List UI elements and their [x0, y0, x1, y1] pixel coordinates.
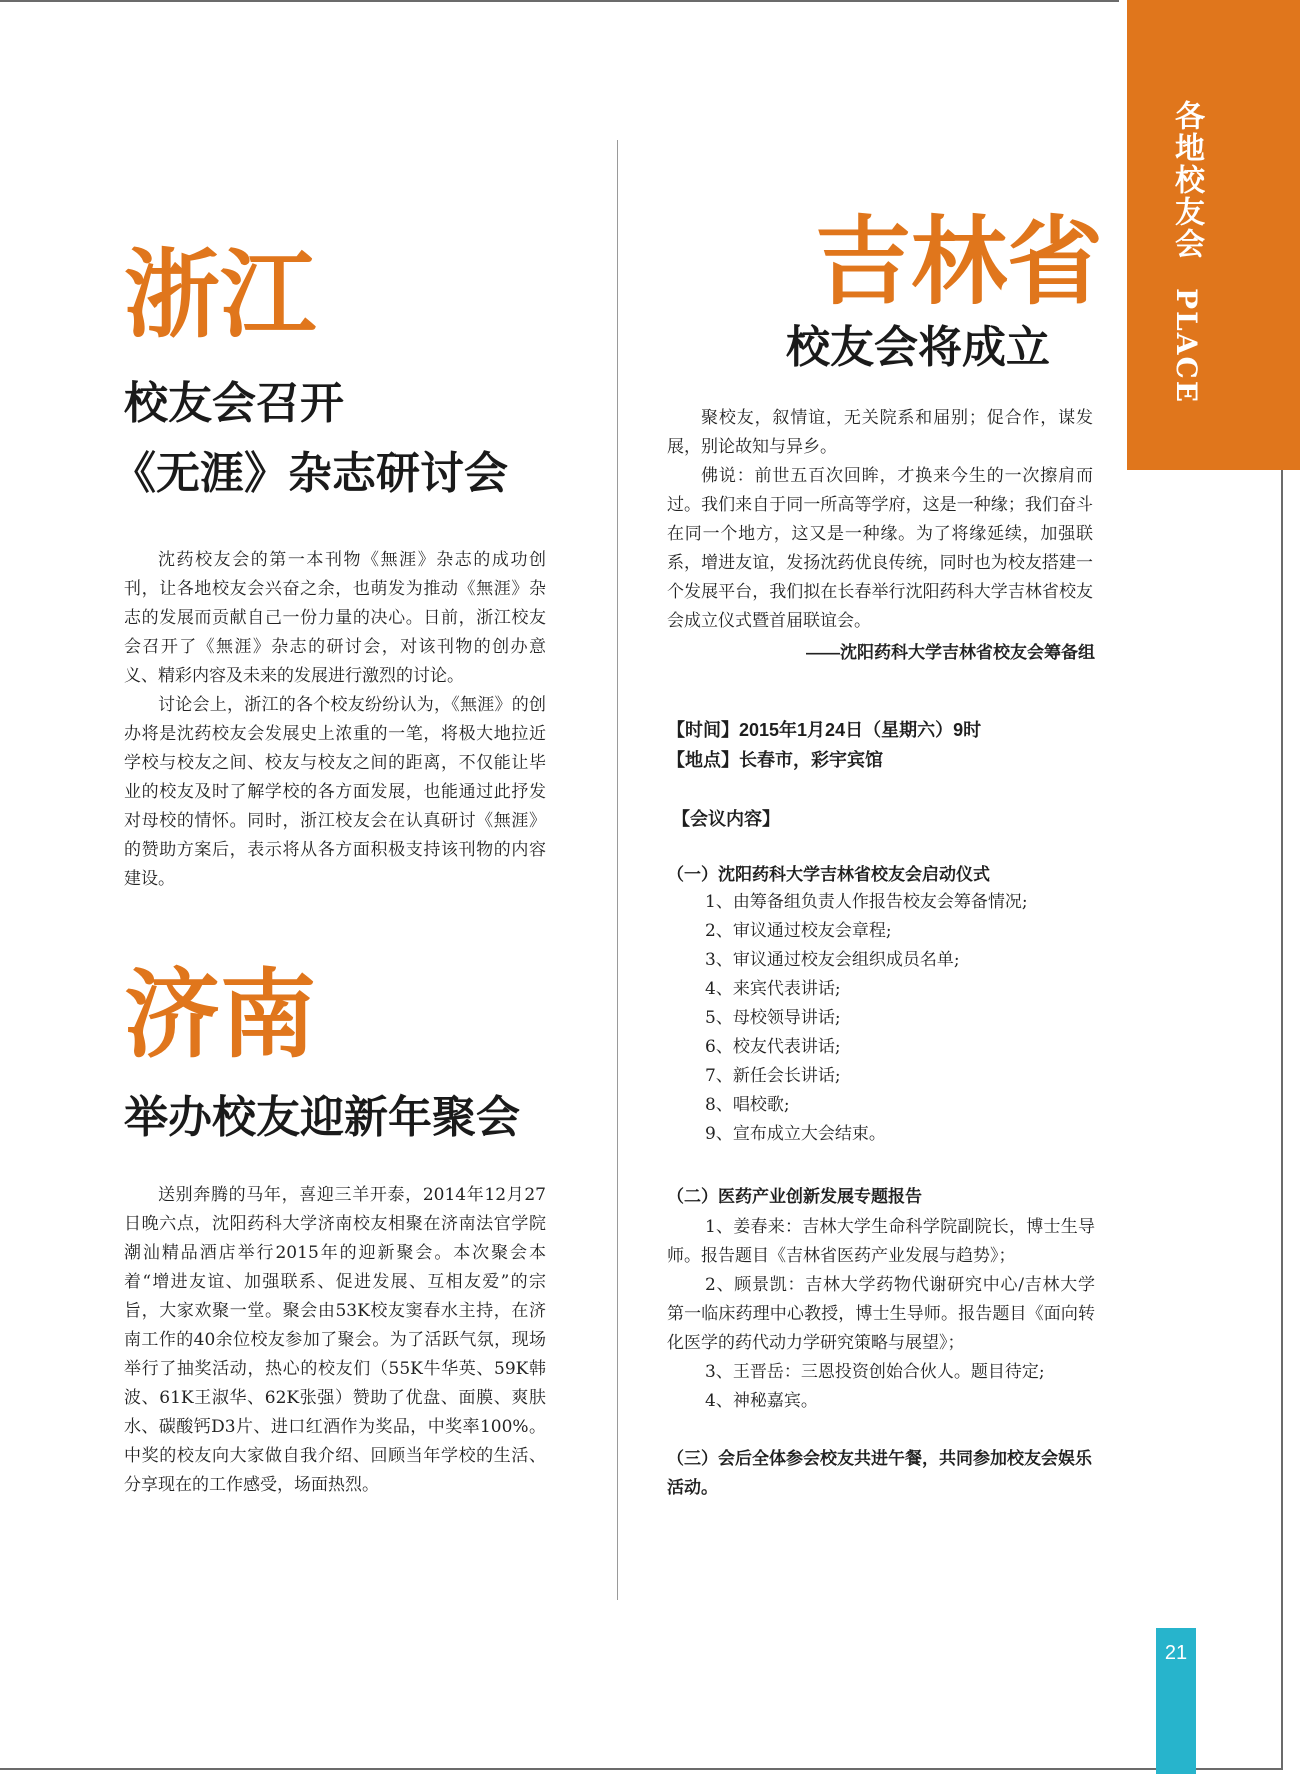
section-tab-english: PLACE: [1170, 288, 1203, 405]
zhejiang-paragraph: 讨论会上，浙江的各个校友纷纷认为，《無涯》的创办将是沈药校友会发展史上浓重的一笔，将极大地拉近学校与校友之间、校友与校友之间的距离，不仅能让毕业的校友及时了解学校的各方面发展，也能通过此抒发对母校的情怀。同时，浙江校友会在认真研讨《無涯》的赞助方案后，表示将从各方面积极支持该刊物的内容建设。: [124, 695, 546, 889]
agenda-item: 5、母校领导讲话;: [705, 1008, 841, 1028]
agenda-item: 2、审议通过校友会章程;: [705, 921, 892, 941]
jilin-intro-paragraph: 佛说：前世五百次回眸，才换来今生的一次擦肩而过。我们来自于同一所高等学府，这是一种缘；我们奋斗在同一个地方，这又是一种缘。为了将缘延续，加强联系，增进友谊，发扬沈药优良传统，同时也为校友搭建一个发展平台，我们拟在长春举行沈阳药科大学吉林省校友会成立仪式暨首届联谊会。: [667, 466, 1093, 631]
jinan-subtitle: 举办校友迎新年聚会: [124, 1092, 520, 1143]
report-item: 2、顾景凯：吉林大学药物代谢研究中心/吉林大学第一临床药理中心教授，博士生导师。报告题目《面向转化医学的药代动力学研究策略与展望》；: [667, 1275, 1095, 1353]
agenda-heading: 【会议内容】: [672, 809, 780, 829]
agenda-item: 4、来宾代表讲话;: [705, 979, 841, 999]
agenda-item: 3、审议通过校友会组织成员名单;: [705, 950, 960, 970]
event-time: 【时间】2015年1月24日（星期六）9时: [667, 720, 982, 740]
jinan-paragraph: 送别奔腾的马年，喜迎三羊开泰，2014年12月27日晚六点，沈阳药科大学济南校友相聚在济南法官学院潮汕精品酒店举行2015年的迎新聚会。本次聚会本着“增进友谊、加强联系、促进发展、互相友爱”的宗旨，大家欢聚一堂。聚会由53K校友窦春水主持，在济南工作的40余位校友参加了聚会。为了活跃气氛，现场举行了抽奖活动，热心的校友们（55K牛华英、59K韩波、61K王淑华、62K张强）赞助了优盘、面膜、爽肤水、碳酸钙D3片、进口红酒作为奖品，中奖率100%。中奖的校友向大家做自我介绍、回顾当年学校的生活、分享现在的工作感受，场面热烈。: [124, 1185, 546, 1495]
zhejiang-subtitle-line2: 《无涯》杂志研讨会: [112, 448, 508, 499]
section-tab-label: [1148, 100, 1208, 405]
jilin-intro-paragraph: 聚校友，叙情谊，无关院系和届别；促合作，谋发展，别论故知与异乡。: [667, 408, 1093, 457]
event-place: 【地点】长春市，彩宇宾馆: [667, 750, 883, 770]
jilin-intro: [667, 404, 1093, 636]
frame-line-bottom: [0, 1768, 1283, 1770]
zhejiang-subtitle-line1: 校友会召开: [124, 378, 344, 429]
agenda-item: 7、新任会长讲话;: [705, 1066, 841, 1086]
column-divider: [617, 140, 618, 1600]
agenda-section2-list: [667, 1213, 1095, 1416]
report-item: 4、神秘嘉宾。: [705, 1391, 818, 1411]
agenda-item: 9、宣布成立大会结束。: [705, 1124, 886, 1144]
zhejiang-article: [124, 546, 546, 894]
agenda-section3: （三）会后全体参会校友共进午餐，共同参加校友会娱乐活动。: [667, 1449, 1092, 1497]
report-item: 3、王晋岳：三恩投资创始合伙人。题目待定;: [705, 1362, 1045, 1382]
agenda-section1-list: [667, 888, 1097, 1149]
agenda-item: 6、校友代表讲话;: [705, 1037, 841, 1057]
zhejiang-title: 浙江: [124, 238, 316, 351]
agenda-section2-heading: （二）医药产业创新发展专题报告: [667, 1187, 922, 1206]
jilin-signature: ——沈阳药科大学吉林省校友会筹备组: [806, 643, 1095, 662]
jinan-article: [124, 1181, 546, 1500]
agenda-item: 8、唱校歌;: [705, 1095, 790, 1115]
jilin-subtitle: 校友会将成立: [786, 322, 1050, 373]
zhejiang-paragraph: 沈药校友会的第一本刊物《無涯》杂志的成功创刊，让各地校友会兴奋之余，也萌发为推动《無涯》杂志的发展而贡献自己一份力量的决心。日前，浙江校友会召开了《無涯》杂志的研讨会，对该刊物的创办意义、精彩内容及未来的发展进行激烈的讨论。: [124, 550, 546, 686]
section-tab-chinese: 各地校友会: [1169, 100, 1204, 260]
frame-line-top: [0, 0, 1119, 2]
agenda-section1-heading: （一）沈阳药科大学吉林省校友会启动仪式: [667, 865, 990, 884]
jilin-title: 吉林省: [815, 205, 1103, 318]
frame-line-right: [1281, 470, 1283, 1770]
jinan-title: 济南: [124, 958, 316, 1071]
agenda-item: 1、由筹备组负责人作报告校友会筹备情况;: [705, 892, 1028, 912]
report-item: 1、姜春来：吉林大学生命科学院副院长，博士生导师。报告题目《吉林省医药产业发展与趋势》；: [667, 1217, 1095, 1266]
page-number: 21: [1164, 1642, 1188, 1664]
